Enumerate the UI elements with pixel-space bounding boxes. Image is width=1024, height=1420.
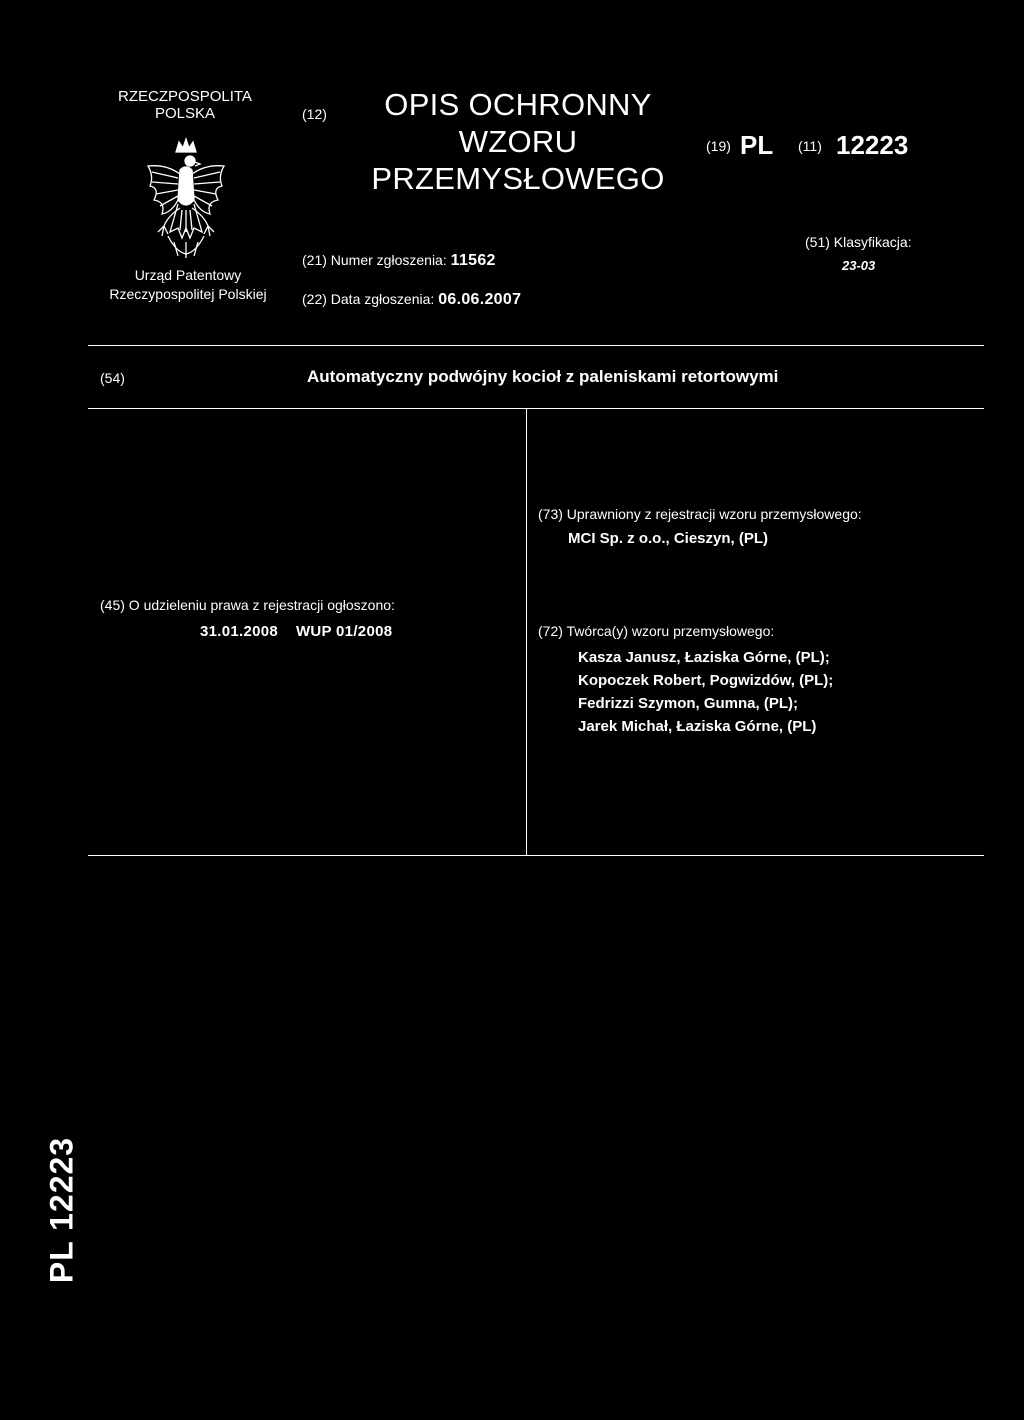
document-title-line1: OPIS OCHRONNY — [384, 87, 652, 122]
inid-code-54: (54) — [100, 370, 125, 386]
document-title — [358, 86, 678, 197]
column-divider — [526, 408, 527, 856]
patent-number: 12223 — [836, 130, 909, 160]
designers-list — [578, 646, 833, 738]
classification-label: (51) Klasyfikacja: — [805, 234, 912, 250]
side-document-id — [14, 1135, 110, 1285]
polish-eagle-emblem-icon — [138, 136, 234, 260]
application-number-value: 11562 — [450, 252, 496, 269]
country-name — [100, 88, 270, 122]
application-number-label: (21) Numer zgłoszenia: — [302, 252, 447, 268]
side-document-id-text: PL 12223 — [43, 1136, 80, 1284]
inid-code-12: (12) — [302, 106, 327, 122]
classification-value: 23-03 — [842, 258, 876, 273]
inid-code-19: (19) — [706, 138, 731, 154]
filing-date-value: 06.06.2007 — [438, 291, 522, 308]
inid-code-11: (11) — [798, 138, 822, 154]
patent-office-name — [78, 266, 298, 304]
divider-middle — [88, 408, 984, 409]
country-name-line1: RZECZPOSPOLITA — [118, 88, 252, 105]
designer-item: Kopoczek Robert, Pogwizdów, (PL); — [578, 672, 834, 689]
document-title-line2: WZORU — [458, 124, 578, 159]
application-number-field — [302, 252, 496, 270]
filing-date-label: (22) Data zgłoszenia: — [302, 291, 435, 307]
divider-top — [88, 345, 984, 346]
holder-value: MCI Sp. z o.o., Cieszyn, (PL) — [568, 530, 769, 547]
filing-date-field — [302, 291, 521, 309]
grant-date: 31.01.2008 — [200, 623, 279, 640]
designer-item: Kasza Janusz, Łaziska Górne, (PL); — [578, 649, 830, 666]
divider-bottom — [88, 855, 984, 856]
grant-bulletin: WUP 01/2008 — [295, 623, 393, 640]
country-code: PL — [740, 130, 774, 160]
country-name-line2: POLSKA — [154, 105, 216, 122]
grant-publication — [200, 623, 392, 640]
designer-item: Jarek Michał, Łaziska Górne, (PL) — [578, 718, 817, 735]
designers-label: (72) Twórca(y) wzoru przemysłowego: — [538, 623, 775, 639]
office-name-line2: Rzeczypospolitej Polskiej — [109, 286, 267, 302]
document-title-line3: PRZEMYSŁOWEGO — [371, 161, 665, 196]
design-title: Automatyczny podwójny kocioł z paleniskami retortowymi — [307, 367, 779, 386]
holder-label: (73) Uprawniony z rejestracji wzoru przemysłowego: — [538, 506, 862, 522]
office-name-line1: Urząd Patentowy — [134, 267, 242, 283]
grant-label: (45) O udzieleniu prawa z rejestracji ogłoszono: — [100, 597, 395, 613]
designer-item: Fedrizzi Szymon, Gumna, (PL); — [578, 695, 799, 712]
